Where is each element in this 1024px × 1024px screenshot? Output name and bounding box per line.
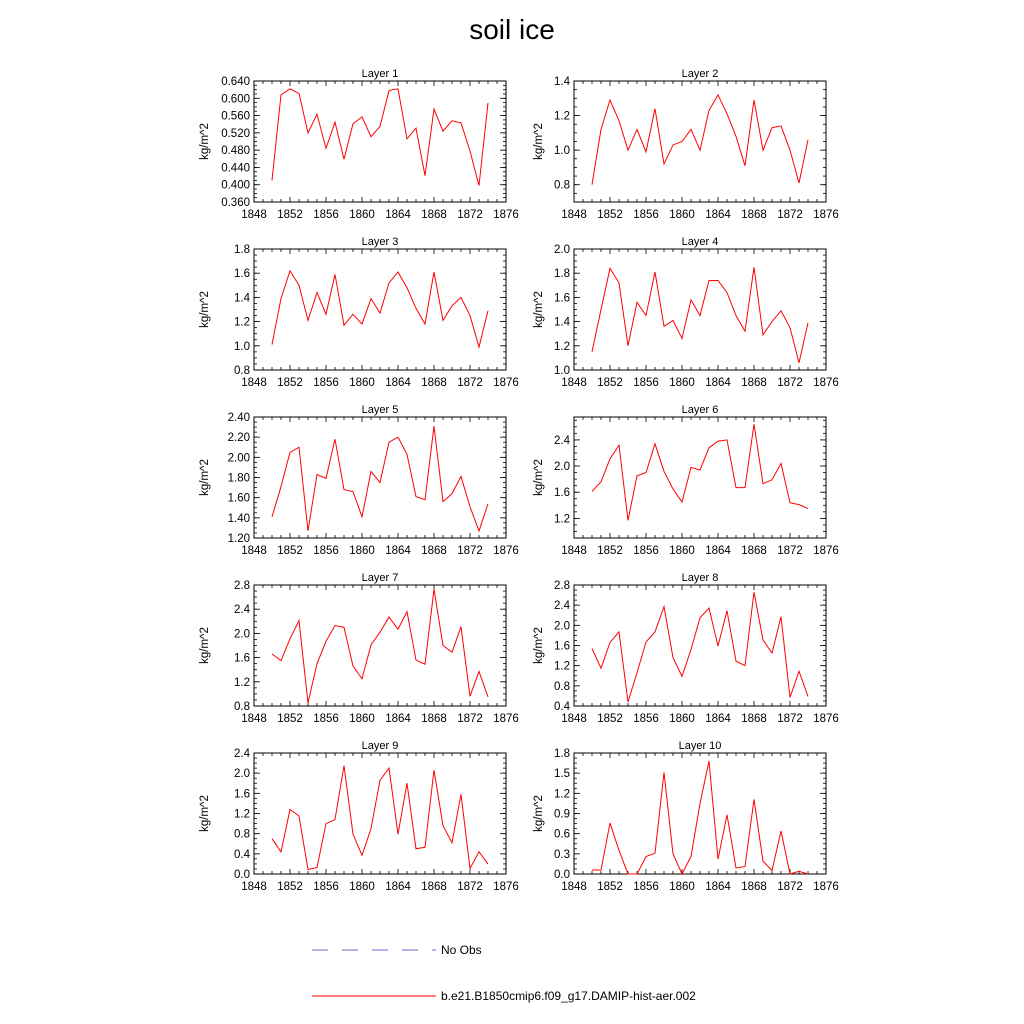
plot-frame [254, 585, 506, 706]
x-tick-label: 1852 [277, 377, 303, 389]
y-tick-label: 2.00 [227, 452, 250, 465]
y-tick-label: 1.8 [554, 748, 570, 760]
y-tick-label: 2.0 [234, 768, 250, 781]
y-tick-label: 0.8 [234, 828, 250, 841]
series-line-1 [272, 589, 488, 703]
x-tick-label: 1856 [313, 545, 339, 557]
x-tick-label: 1856 [633, 713, 659, 725]
y-axis-label: kg/m^2 [533, 291, 545, 328]
y-tick-label: 0.4 [554, 701, 570, 713]
y-tick-label: 1.6 [234, 652, 250, 665]
chart-panel-9 [199, 740, 519, 893]
y-tick-label: 1.5 [554, 768, 570, 781]
panel-title: Layer 5 [361, 404, 399, 416]
y-tick-label: 0.0 [554, 869, 570, 881]
panel-title: Layer 7 [361, 572, 399, 584]
chart-panel-1 [199, 68, 519, 221]
x-tick-label: 1848 [241, 713, 267, 725]
x-tick-label: 1860 [349, 881, 375, 893]
y-tick-label: 1.2 [234, 676, 250, 689]
x-tick-label: 1876 [813, 377, 839, 389]
panel-title: Layer 4 [681, 236, 719, 248]
figure-title: soil ice [469, 14, 555, 45]
y-tick-label: 2.4 [234, 604, 250, 617]
x-tick-label: 1856 [313, 209, 339, 221]
x-tick-label: 1872 [777, 377, 803, 389]
x-tick-label: 1848 [561, 209, 587, 221]
x-tick-label: 1848 [241, 377, 267, 389]
x-tick-label: 1876 [813, 545, 839, 557]
x-tick-label: 1848 [561, 881, 587, 893]
y-axis-label: kg/m^2 [533, 123, 545, 160]
y-tick-label: 2.20 [227, 432, 250, 445]
y-tick-label: 1.0 [234, 340, 250, 353]
plot-frame [254, 417, 506, 538]
x-tick-label: 1864 [385, 377, 411, 389]
x-tick-label: 1868 [421, 209, 447, 221]
x-tick-label: 1860 [669, 209, 695, 221]
series-line-1 [592, 761, 808, 874]
y-tick-label: 0.3 [554, 848, 570, 861]
legend [312, 943, 696, 1003]
y-tick-label: 0.640 [221, 76, 250, 88]
y-tick-label: 2.8 [554, 580, 570, 592]
x-tick-label: 1872 [457, 713, 483, 725]
x-tick-label: 1852 [597, 881, 623, 893]
x-tick-label: 1864 [705, 377, 731, 389]
x-tick-label: 1864 [385, 881, 411, 893]
y-tick-label: 1.6 [554, 292, 570, 305]
y-tick-label: 1.6 [234, 268, 250, 281]
y-tick-label: 0.8 [554, 179, 570, 192]
y-axis-label: kg/m^2 [199, 795, 211, 832]
x-tick-label: 1868 [741, 209, 767, 221]
y-axis-label: kg/m^2 [533, 627, 545, 664]
chart-panel-2 [533, 68, 839, 221]
series-line-1 [592, 267, 808, 363]
x-tick-label: 1872 [457, 377, 483, 389]
x-tick-label: 1860 [669, 545, 695, 557]
x-tick-label: 1852 [597, 377, 623, 389]
x-tick-label: 1864 [385, 209, 411, 221]
y-tick-label: 0.520 [221, 127, 250, 140]
plot-frame [574, 81, 826, 202]
y-tick-label: 0.4 [234, 848, 250, 861]
x-tick-label: 1864 [385, 713, 411, 725]
x-tick-label: 1848 [241, 209, 267, 221]
y-tick-label: 0.8 [554, 680, 570, 693]
y-tick-label: 2.4 [234, 748, 250, 760]
x-tick-label: 1848 [241, 545, 267, 557]
x-tick-label: 1864 [705, 713, 731, 725]
x-tick-label: 1860 [669, 713, 695, 725]
x-tick-label: 1868 [741, 545, 767, 557]
x-tick-label: 1864 [385, 545, 411, 557]
y-axis-label: kg/m^2 [533, 795, 545, 832]
chart-panel-5 [199, 404, 519, 557]
y-tick-label: 2.0 [234, 628, 250, 641]
y-tick-label: 1.80 [227, 472, 250, 485]
y-tick-label: 1.6 [234, 788, 250, 801]
x-tick-label: 1864 [705, 881, 731, 893]
y-axis-label: kg/m^2 [199, 123, 211, 160]
x-tick-label: 1868 [421, 881, 447, 893]
x-tick-label: 1852 [277, 545, 303, 557]
x-tick-label: 1848 [561, 377, 587, 389]
panel-title: Layer 8 [681, 572, 719, 584]
y-tick-label: 1.4 [554, 316, 570, 329]
y-tick-label: 0.8 [234, 701, 250, 713]
x-tick-label: 1852 [597, 545, 623, 557]
y-tick-label: 0.400 [221, 179, 250, 192]
y-tick-label: 2.0 [554, 461, 570, 474]
x-tick-label: 1876 [813, 209, 839, 221]
x-tick-label: 1860 [349, 377, 375, 389]
y-tick-label: 2.4 [554, 434, 570, 447]
series-line-1 [272, 426, 488, 531]
series-line-1 [272, 766, 488, 870]
x-tick-label: 1872 [457, 881, 483, 893]
x-tick-label: 1876 [813, 713, 839, 725]
series-line-1 [592, 592, 808, 702]
x-tick-label: 1872 [457, 209, 483, 221]
y-tick-label: 1.4 [234, 292, 250, 305]
plot-frame [574, 249, 826, 370]
panel-title: Layer 6 [681, 404, 719, 416]
x-tick-label: 1856 [633, 881, 659, 893]
x-tick-label: 1872 [777, 209, 803, 221]
x-tick-label: 1852 [597, 209, 623, 221]
y-tick-label: 0.360 [221, 197, 250, 209]
y-tick-label: 1.4 [554, 76, 570, 88]
chart-panel-4 [533, 236, 839, 389]
x-tick-label: 1856 [633, 545, 659, 557]
x-tick-label: 1864 [705, 545, 731, 557]
x-tick-label: 1868 [741, 881, 767, 893]
y-axis-label: kg/m^2 [199, 291, 211, 328]
chart-panel-10 [533, 740, 839, 893]
panel-title: Layer 3 [361, 236, 399, 248]
x-tick-label: 1860 [669, 881, 695, 893]
y-tick-label: 0.600 [221, 93, 250, 106]
y-tick-label: 0.8 [234, 365, 250, 377]
legend-label-1: No Obs [441, 943, 482, 957]
plot-frame [574, 753, 826, 874]
x-tick-label: 1860 [669, 377, 695, 389]
x-tick-label: 1876 [813, 881, 839, 893]
y-tick-label: 1.2 [234, 808, 250, 821]
series-line-1 [592, 95, 808, 185]
chart-panel-7 [199, 572, 519, 725]
x-tick-label: 1876 [493, 545, 519, 557]
x-tick-label: 1872 [777, 545, 803, 557]
x-tick-label: 1848 [241, 881, 267, 893]
y-tick-label: 1.2 [554, 110, 570, 123]
panel-title: Layer 1 [361, 68, 399, 80]
x-tick-label: 1868 [741, 377, 767, 389]
y-tick-label: 0.0 [234, 869, 250, 881]
x-tick-label: 1856 [633, 377, 659, 389]
y-tick-label: 1.20 [227, 533, 250, 545]
x-tick-label: 1852 [277, 209, 303, 221]
y-tick-label: 2.40 [227, 412, 250, 424]
x-tick-label: 1860 [349, 209, 375, 221]
series-line-1 [592, 424, 808, 520]
y-tick-label: 2.8 [234, 580, 250, 592]
x-tick-label: 1872 [777, 881, 803, 893]
y-tick-label: 0.560 [221, 110, 250, 123]
x-tick-label: 1876 [493, 881, 519, 893]
x-tick-label: 1868 [421, 377, 447, 389]
x-tick-label: 1856 [633, 209, 659, 221]
x-tick-label: 1868 [741, 713, 767, 725]
x-tick-label: 1848 [561, 545, 587, 557]
x-tick-label: 1872 [777, 713, 803, 725]
panel-title: Layer 10 [678, 740, 722, 752]
y-tick-label: 1.2 [554, 788, 570, 801]
x-tick-label: 1852 [277, 881, 303, 893]
x-tick-label: 1872 [457, 545, 483, 557]
y-axis-label: kg/m^2 [199, 459, 211, 496]
y-tick-label: 1.6 [554, 487, 570, 500]
y-tick-label: 2.4 [554, 600, 570, 613]
y-tick-label: 1.8 [234, 244, 250, 256]
panel-title: Layer 9 [361, 740, 399, 752]
y-tick-label: 0.440 [221, 162, 250, 175]
chart-panel-8 [533, 572, 839, 725]
chart-panel-6 [533, 404, 839, 557]
y-tick-label: 1.6 [554, 640, 570, 653]
y-tick-label: 2.0 [554, 244, 570, 256]
y-tick-label: 0.480 [221, 145, 250, 158]
x-tick-label: 1856 [313, 377, 339, 389]
plot-frame [574, 585, 826, 706]
y-tick-label: 1.0 [554, 365, 570, 377]
plot-frame [254, 81, 506, 202]
x-tick-label: 1852 [277, 713, 303, 725]
x-tick-label: 1876 [493, 713, 519, 725]
x-tick-label: 1868 [421, 713, 447, 725]
x-tick-label: 1848 [561, 713, 587, 725]
y-tick-label: 1.8 [554, 268, 570, 281]
y-tick-label: 1.60 [227, 492, 250, 505]
x-tick-label: 1860 [349, 713, 375, 725]
x-tick-label: 1868 [421, 545, 447, 557]
y-axis-label: kg/m^2 [533, 459, 545, 496]
y-tick-label: 1.0 [554, 145, 570, 158]
y-tick-label: 0.6 [554, 828, 570, 841]
series-line-1 [272, 271, 488, 347]
y-tick-label: 1.2 [554, 340, 570, 353]
plot-frame [574, 417, 826, 538]
series-line-1 [272, 89, 488, 186]
legend-label-2: b.e21.B1850cmip6.f09_g17.DAMIP-hist-aer.002 [441, 989, 696, 1003]
x-tick-label: 1856 [313, 881, 339, 893]
x-tick-label: 1860 [349, 545, 375, 557]
chart-panel-3 [199, 236, 519, 389]
x-tick-label: 1876 [493, 377, 519, 389]
x-tick-label: 1852 [597, 713, 623, 725]
x-tick-label: 1876 [493, 209, 519, 221]
y-axis-label: kg/m^2 [199, 627, 211, 664]
panel-title: Layer 2 [681, 68, 719, 80]
y-tick-label: 2.0 [554, 620, 570, 633]
x-tick-label: 1864 [705, 209, 731, 221]
y-tick-label: 1.2 [234, 316, 250, 329]
x-tick-label: 1856 [313, 713, 339, 725]
y-tick-label: 1.40 [227, 512, 250, 525]
y-tick-label: 1.2 [554, 513, 570, 526]
y-tick-label: 1.2 [554, 660, 570, 673]
plot-frame [254, 249, 506, 370]
y-tick-label: 0.9 [554, 808, 570, 821]
